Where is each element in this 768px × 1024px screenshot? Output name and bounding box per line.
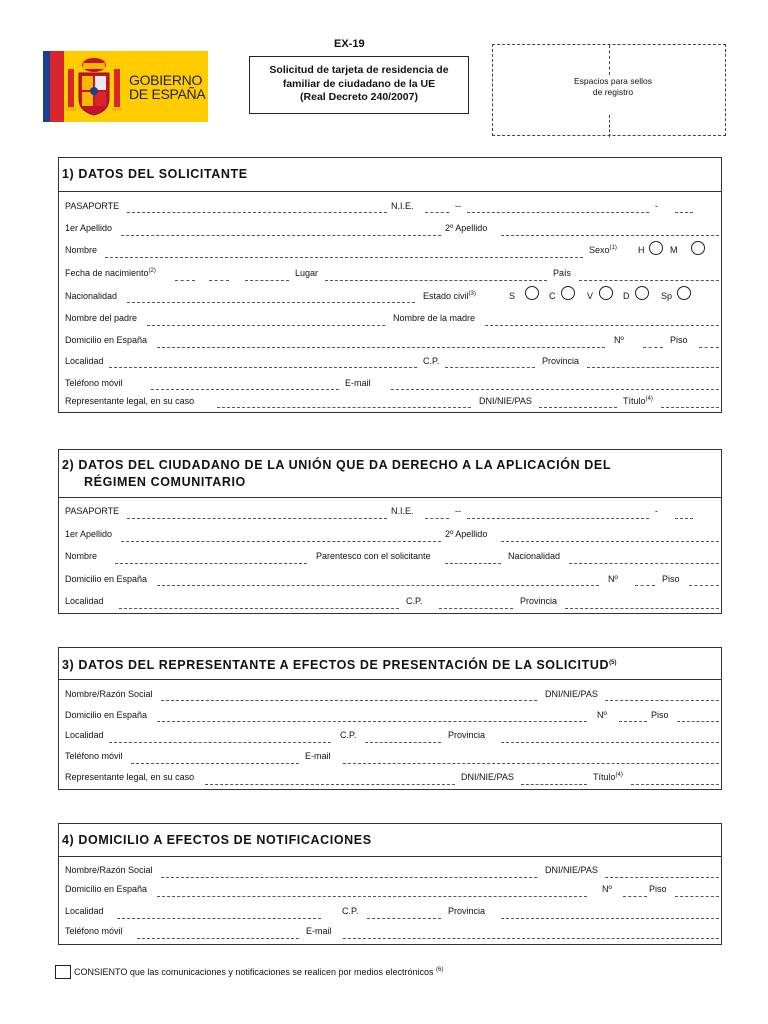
label-provincia: Provincia	[448, 906, 486, 916]
label-representante: Representante legal, en su caso	[65, 396, 195, 406]
field-piso[interactable]	[689, 585, 719, 586]
field-nie-control[interactable]	[675, 518, 693, 519]
field-cp[interactable]	[439, 608, 513, 609]
form-code: EX-19	[334, 38, 365, 50]
field-titulo[interactable]	[661, 407, 719, 408]
estado-civil-text: Estado civil	[423, 291, 469, 301]
label-localidad: Localidad	[65, 356, 104, 366]
logo-line1: GOBIERNO	[129, 72, 203, 88]
label-estado-sp: Sp	[661, 291, 673, 301]
field-email[interactable]	[343, 938, 719, 939]
registry-stamp-box	[492, 44, 726, 136]
field-fecha-mes[interactable]	[209, 280, 229, 281]
nie-separator: --	[455, 506, 461, 516]
label-cp: C.P.	[340, 730, 357, 740]
section1-header	[59, 158, 721, 192]
field-numero[interactable]	[619, 721, 647, 722]
section2-title-line2: RÉGIMEN COMUNITARIO	[84, 475, 246, 489]
field-apellido2[interactable]	[501, 235, 719, 236]
label-piso: Piso	[662, 574, 680, 584]
field-telefono[interactable]	[151, 389, 339, 390]
note-ref-6: (6)	[436, 967, 444, 973]
label-apellido2: 2º Apellido	[445, 223, 488, 233]
radio-estado-v[interactable]	[599, 286, 613, 300]
field-nie-letter[interactable]	[425, 212, 449, 213]
section-notificaciones	[58, 823, 722, 945]
label-nie: N.I.E.	[391, 506, 414, 516]
field-cp[interactable]	[365, 742, 441, 743]
label-titulo	[593, 772, 623, 782]
logo-line2: DE ESPAÑA	[129, 86, 206, 102]
note-ref-1: (1)	[609, 245, 617, 251]
label-dni2: DNI/NIE/PAS	[461, 772, 514, 782]
field-pasaporte[interactable]	[127, 212, 387, 213]
label-piso: Piso	[649, 884, 667, 894]
field-telefono[interactable]	[137, 938, 299, 939]
label-apellido1: 1er Apellido	[65, 223, 113, 233]
radio-estado-d[interactable]	[635, 286, 649, 300]
label-numero: Nº	[614, 335, 624, 345]
field-fecha-anio[interactable]	[245, 280, 289, 281]
label-titulo	[623, 396, 653, 406]
note-ref-4: (4)	[615, 772, 623, 778]
field-domicilio[interactable]	[157, 721, 587, 722]
label-estado-c: C	[549, 291, 556, 301]
field-nacionalidad[interactable]	[127, 302, 415, 303]
label-email: E-mail	[306, 926, 332, 936]
nie-dash: -	[655, 506, 658, 516]
label-cp: C.P.	[423, 356, 440, 366]
label-pasaporte: PASAPORTE	[65, 506, 120, 516]
field-representante[interactable]	[217, 407, 471, 408]
label-domicilio: Domicilio en España	[65, 335, 148, 345]
label-localidad: Localidad	[65, 596, 104, 606]
field-representante[interactable]	[205, 784, 455, 785]
section3-header	[59, 648, 721, 680]
section-representante	[58, 647, 722, 790]
field-cp[interactable]	[445, 367, 535, 368]
field-madre[interactable]	[485, 325, 719, 326]
field-nombre-razon[interactable]	[161, 700, 537, 701]
field-numero[interactable]	[623, 896, 647, 897]
section1-title: 1) DATOS DEL SOLICITANTE	[62, 167, 248, 181]
label-domicilio: Domicilio en España	[65, 574, 148, 584]
logo-text	[129, 73, 205, 101]
label-nacionalidad: Nacionalidad	[65, 291, 118, 301]
stamp-line2: de registro	[592, 87, 634, 97]
consent-checkbox[interactable]	[55, 965, 71, 979]
stamp-label	[553, 76, 673, 98]
form-title-box	[249, 56, 469, 114]
label-telefono: Teléfono móvil	[65, 926, 123, 936]
field-domicilio[interactable]	[157, 896, 587, 897]
label-numero: Nº	[608, 574, 618, 584]
field-nie-number[interactable]	[467, 212, 649, 213]
nie-separator: --	[455, 201, 461, 211]
section-solicitante	[58, 157, 722, 413]
logo-blue-stripe	[43, 51, 50, 122]
label-madre: Nombre de la madre	[393, 313, 476, 323]
label-nombre-razon: Nombre/Razón Social	[65, 689, 153, 699]
label-sexo-m: M	[670, 245, 678, 255]
field-domicilio[interactable]	[157, 585, 599, 586]
stamp-line1: Espacios para sellos	[574, 76, 652, 86]
label-representante: Representante legal, en su caso	[65, 772, 195, 782]
label-nombre: Nombre	[65, 245, 98, 255]
label-sexo	[589, 245, 617, 255]
label-padre: Nombre del padre	[65, 313, 138, 323]
section2-title-line1: 2) DATOS DEL CIUDADANO DE LA UNIÓN QUE DA DERECHO A LA APLICACIÓN DEL	[62, 458, 612, 472]
consent-text: CONSIENTO que las comunicaciones y notificaciones se realicen por medios electrónicos	[74, 967, 434, 977]
label-provincia: Provincia	[448, 730, 486, 740]
label-nombre: Nombre	[65, 551, 98, 561]
note-ref-5: (5)	[609, 660, 617, 666]
field-cp[interactable]	[367, 918, 441, 919]
field-dni[interactable]	[605, 877, 719, 878]
label-dni: DNI/NIE/PAS	[545, 689, 598, 699]
label-telefono: Teléfono móvil	[65, 378, 123, 388]
label-nacionalidad: Nacionalidad	[508, 551, 561, 561]
field-lugar[interactable]	[325, 280, 547, 281]
radio-estado-c[interactable]	[561, 286, 575, 300]
field-provincia[interactable]	[587, 367, 719, 368]
field-dni[interactable]	[539, 407, 617, 408]
label-estado-civil	[423, 291, 476, 301]
field-nie-letter[interactable]	[425, 518, 449, 519]
field-padre[interactable]	[147, 325, 385, 326]
field-nie-control[interactable]	[675, 212, 693, 213]
field-numero[interactable]	[635, 585, 655, 586]
label-email: E-mail	[345, 378, 371, 388]
field-apellido1[interactable]	[121, 235, 441, 236]
stamp-divider-bottom	[609, 115, 610, 137]
note-ref-3: (3)	[468, 291, 476, 297]
field-pais[interactable]	[579, 280, 719, 281]
label-email: E-mail	[305, 751, 331, 761]
label-numero: Nº	[602, 884, 612, 894]
note-ref-2: (2)	[148, 268, 156, 274]
label-piso: Piso	[670, 335, 688, 345]
field-pasaporte[interactable]	[127, 518, 387, 519]
section3-title: 3) DATOS DEL REPRESENTANTE A EFECTOS DE PRESENTACIÓN DE LA SOLICITUD	[62, 658, 610, 673]
label-domicilio: Domicilio en España	[65, 884, 148, 894]
field-apellido2[interactable]	[501, 541, 719, 542]
field-piso[interactable]	[699, 347, 719, 348]
label-estado-d: D	[623, 291, 630, 301]
radio-sexo-m[interactable]	[691, 241, 705, 255]
label-provincia: Provincia	[542, 356, 580, 366]
field-piso[interactable]	[677, 721, 719, 722]
consent-label	[74, 967, 443, 977]
label-telefono: Teléfono móvil	[65, 751, 123, 761]
field-provincia[interactable]	[501, 918, 719, 919]
field-localidad[interactable]	[117, 918, 321, 919]
section-ciudadano-ue	[58, 449, 722, 614]
field-provincia[interactable]	[501, 742, 719, 743]
label-provincia: Provincia	[520, 596, 558, 606]
label-dni: DNI/NIE/PAS	[479, 396, 532, 406]
label-localidad: Localidad	[65, 906, 104, 916]
field-titulo[interactable]	[631, 784, 719, 785]
field-piso[interactable]	[675, 896, 719, 897]
label-cp: C.P.	[342, 906, 359, 916]
field-apellido1[interactable]	[121, 541, 441, 542]
radio-estado-sp[interactable]	[677, 286, 691, 300]
field-nombre-razon[interactable]	[161, 877, 537, 878]
label-estado-s: S	[509, 291, 516, 301]
label-cp: C.P.	[406, 596, 423, 606]
label-apellido2: 2º Apellido	[445, 529, 488, 539]
title-line3: (Real Decreto 240/2007)	[300, 91, 418, 103]
label-domicilio: Domicilio en España	[65, 710, 148, 720]
field-numero[interactable]	[643, 347, 663, 348]
fecha-text: Fecha de nacimiento	[65, 268, 149, 278]
field-provincia[interactable]	[565, 608, 719, 609]
titulo-text: Título	[623, 396, 646, 406]
sexo-text: Sexo	[589, 245, 610, 255]
title-line2: familiar de ciudadano de la UE	[282, 77, 436, 90]
label-numero: Nº	[597, 710, 607, 720]
label-nombre-razon: Nombre/Razón Social	[65, 865, 153, 875]
titulo-text: Título	[593, 772, 616, 782]
label-pais: País	[553, 268, 572, 278]
field-localidad[interactable]	[109, 742, 331, 743]
field-localidad[interactable]	[109, 367, 417, 368]
label-estado-v: V	[587, 291, 594, 301]
field-nombre[interactable]	[105, 257, 583, 258]
field-fecha-dia[interactable]	[175, 280, 195, 281]
label-sexo-h: H	[638, 245, 645, 255]
field-email[interactable]	[343, 763, 719, 764]
field-domicilio[interactable]	[157, 347, 605, 348]
field-dni[interactable]	[605, 700, 719, 701]
label-lugar: Lugar	[295, 268, 319, 278]
field-nie-number[interactable]	[467, 518, 649, 519]
logo-red-stripe	[50, 51, 64, 122]
label-pasaporte: PASAPORTE	[65, 201, 120, 211]
field-email[interactable]	[391, 389, 719, 390]
field-nacionalidad[interactable]	[569, 563, 719, 564]
field-localidad[interactable]	[119, 608, 399, 609]
gobierno-logo	[43, 51, 208, 122]
nie-dash: -	[655, 201, 658, 211]
field-telefono[interactable]	[131, 763, 299, 764]
field-nombre[interactable]	[115, 563, 307, 564]
section4-title: 4) DOMICILIO A EFECTOS DE NOTIFICACIONES	[62, 833, 372, 847]
label-dni: DNI/NIE/PAS	[545, 865, 598, 875]
note-ref-4: (4)	[645, 396, 653, 402]
label-nie: N.I.E.	[391, 201, 414, 211]
radio-estado-s[interactable]	[525, 286, 539, 300]
coat-of-arms-icon	[65, 55, 123, 119]
radio-sexo-h[interactable]	[649, 241, 663, 255]
label-localidad: Localidad	[65, 730, 104, 740]
label-parentesco: Parentesco con el solicitante	[316, 551, 431, 561]
label-piso: Piso	[651, 710, 669, 720]
label-fecha-nacimiento	[65, 268, 156, 278]
section4-header	[59, 824, 721, 857]
section2-header	[59, 450, 721, 498]
field-dni2[interactable]	[521, 784, 587, 785]
field-parentesco[interactable]	[445, 563, 501, 564]
stamp-divider-top	[609, 45, 610, 75]
label-apellido1: 1er Apellido	[65, 529, 113, 539]
title-line1: Solicitud de tarjeta de residencia de	[269, 64, 449, 76]
